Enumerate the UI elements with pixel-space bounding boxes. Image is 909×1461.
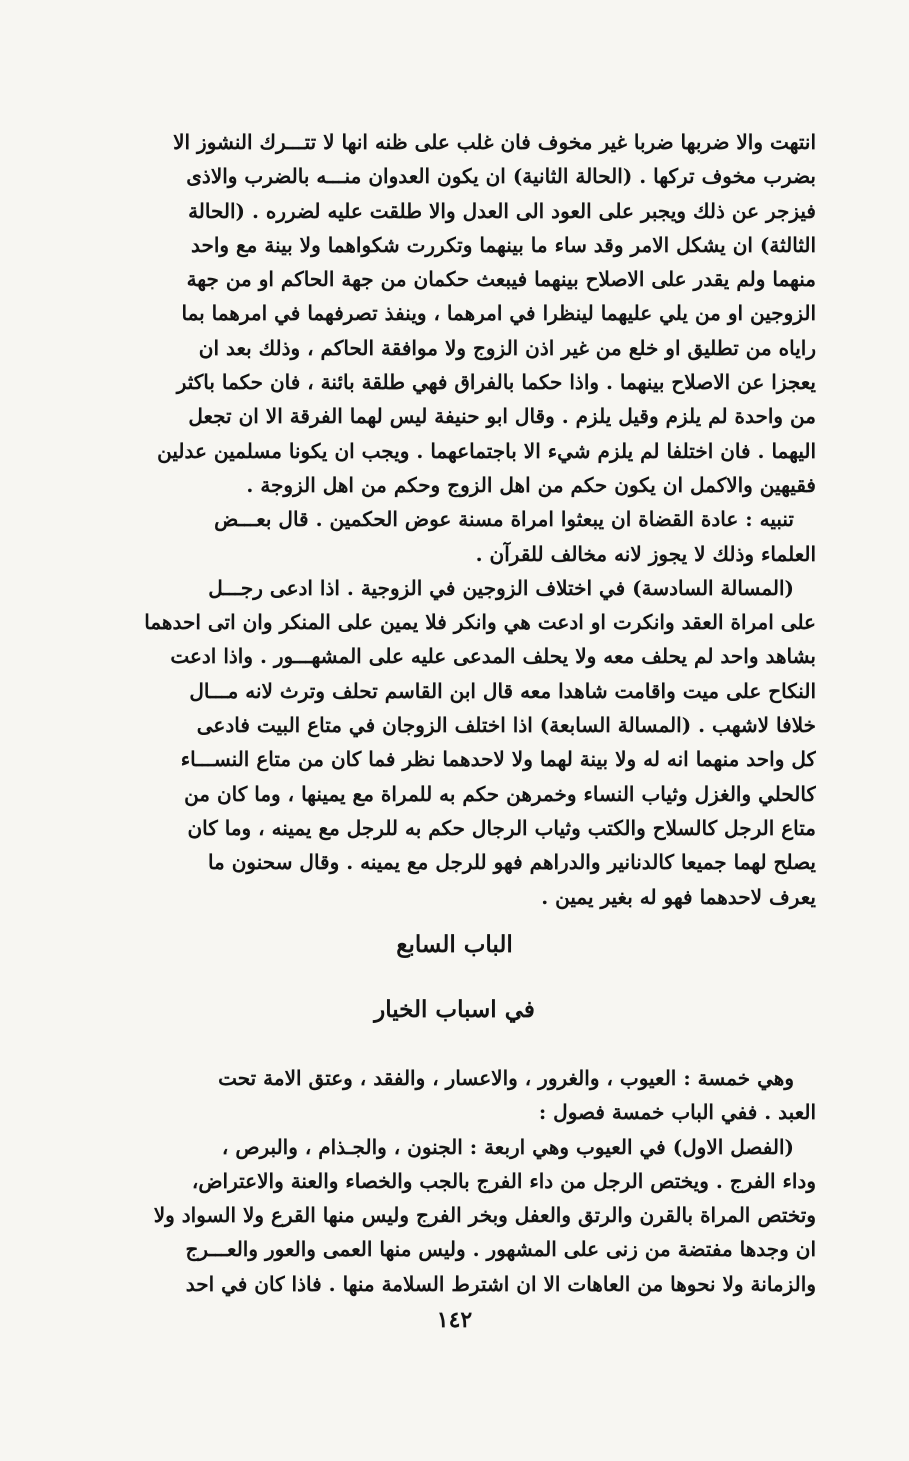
page-number: ١٤٢ bbox=[436, 1307, 473, 1333]
text-line: راياه من تطليق او خلع من غير اذن الزوج ولا موافقة الحاكم ، وذلك بعد ان bbox=[198, 335, 816, 360]
text-line: على امراة العقد وانكرت او ادعت هي وانكر فلا يمين على المنكر وان اتى احدهما bbox=[144, 610, 816, 635]
text-line: (المسالة السادسة) في اختلاف الزوجين في الزوجية . اذا ادعى رجـــل bbox=[208, 575, 794, 600]
text-line: بشاهد واحد لم يحلف معه ولا يحلف المدعى عليه على المشهـــور . واذا ادعت bbox=[170, 644, 816, 669]
text-line: اليهما . فان اختلفا لم يلزم شيء الا باجتماعهما . ويجب ان يكونا مسلمين عدلين bbox=[157, 438, 816, 463]
text-line: وهي خمسة : العيوب ، والغرور ، والاعسار ، والفقد ، وعتق الامة تحت bbox=[218, 1066, 794, 1090]
text-line: الزوجين او من يلي عليهما لينظرا في امرهما ، وينفذ تصرفهما في امرهما بما bbox=[181, 301, 816, 326]
text-line: كالحلي والغزل وثياب النساء وخمرهن حكم به للمراة مع يمينها ، وما كان من bbox=[184, 781, 816, 806]
chapter-subtitle: في اسباب الخيار bbox=[374, 996, 535, 1023]
text-line: انتهت والا ضربها ضربا غير مخوف فان غلب على ظنه انها لا تتـــرك النشوز الا bbox=[173, 130, 816, 154]
text-line: من واحدة لم يلزم وقيل يلزم . وقال ابو حنيفة ليس لهما الفرقة الا ان تجعل bbox=[188, 404, 816, 429]
text-line: (الفصل الاول) في العيوب وهي اربعة : الجنون ، والجـذام ، والبرص ، bbox=[221, 1134, 794, 1159]
text-line: الثالثة) ان يشكل الامر وقد ساء ما بينهما وتكررت شكواهما ولا بينة مع واحد bbox=[191, 232, 816, 257]
text-line: منهما ولم يقدر على الاصلاح بينهما فيبعث حكمان من جهة الحاكم او من جهة bbox=[186, 267, 816, 292]
text-line: كل واحد منهما انه له ولا بينة لهما ولا لاحدهما نظر فما كان من متاع النســـاء bbox=[180, 747, 816, 772]
body-text-bottom bbox=[64, 1061, 816, 1301]
text-line: العبد . ففي الباب خمسة فصول : bbox=[538, 1100, 816, 1125]
text-line: النكاح على ميت واقامت شاهدا معه قال ابن القاسم تحلف وترث لانه مـــال bbox=[189, 678, 816, 703]
text-line: بضرب مخوف تركها . (الحالة الثانية) ان يكون العدوان منـــه بالضرب والاذى bbox=[186, 164, 816, 189]
text-line: وتختص المراة بالقرن والرتق والعفل وبخر الفرج وليس منها القرع ولا السواد ولا bbox=[153, 1203, 816, 1228]
text-line: فقيهين والاكمل ان يكون حكم من اهل الزوج وحكم من اهل الزوجة . bbox=[246, 472, 816, 497]
text-line: متاع الرجل كالسلاح والكتب وثياب الرجال حكم به للرجل مع يمينه ، وما كان bbox=[187, 815, 816, 840]
text-line: خلافا لاشهب . (المسالة السابعة) اذا اختلف الزوجان في متاع البيت فادعى bbox=[196, 713, 816, 738]
text-line: يعجزا عن الاصلاح بينهما . واذا حكما بالفراق فهي طلقة بائنة ، فان حكما باكثر bbox=[176, 370, 816, 395]
chapter-title: الباب السابع bbox=[396, 931, 513, 958]
text-line: فيزجر عن ذلك ويجبر على العود الى العدل والا طلقت عليه لضرره . (الحالة bbox=[188, 198, 816, 223]
text-line: يصلح لهما جميعا كالدنانير والدراهم فهو للرجل مع يمينه . وقال سحنون ما bbox=[207, 850, 816, 875]
text-line: ان وجدها مفتضة من زنى على المشهور . وليس منها العمى والعور والعـــرج bbox=[185, 1237, 816, 1262]
text-line: وداء الفرج . ويختص الرجل من داء الفرج بالجب والخصاء والعنة والاعتراض، bbox=[191, 1168, 816, 1193]
body-text-top bbox=[64, 125, 816, 914]
text-line: تنبيه : عادة القضاة ان يبعثوا امراة مسنة عوض الحكمين . قال بعـــض bbox=[214, 507, 794, 532]
text-line: يعرف لاحدهما فهو له بغير يمين . bbox=[541, 884, 816, 909]
text-line: والزمانة ولا نحوها من العاهات الا ان اشترط السلامة منها . فاذا كان في احد bbox=[185, 1271, 816, 1296]
text-line: العلماء وذلك لا يجوز لانه مخالف للقرآن . bbox=[475, 541, 816, 566]
